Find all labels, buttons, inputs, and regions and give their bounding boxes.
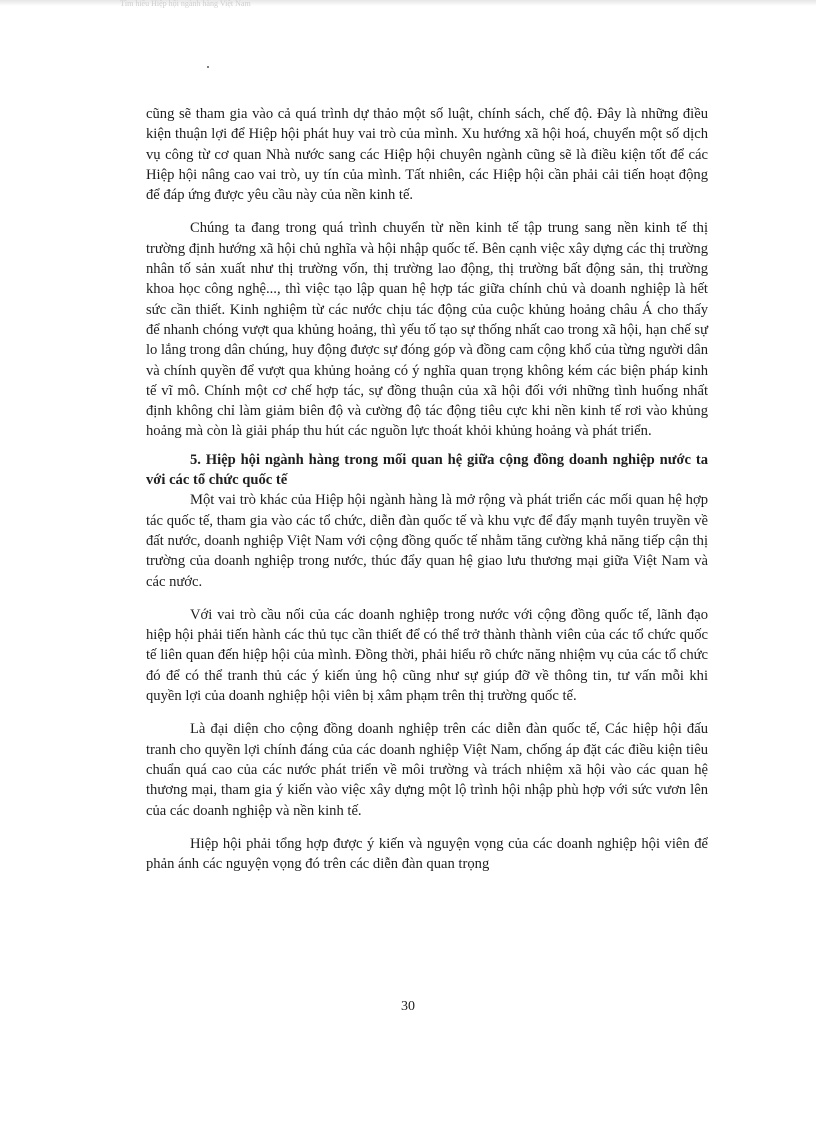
paragraph-bridge-role: Với vai trò cầu nối của các doanh nghiệp trong nước với cộng đồng quốc tế, lãnh đạo hiệp hội phải tiến hành các thủ tục cần thiết để có thể trở thành thành viên của các tổ chức quốc tế liên quan đến hiệp hội của mình. Đồng thời, phải hiểu rõ chức năng nhiệm vụ của các tổ chức đó để có thể tranh thủ các ý kiến ủng hộ cũng như sự giúp đỡ về thông tin, tư vấn mỗi khi quyền lợi của doanh nghiệp hội viên bị xâm phạm trên thị trường quốc tế. (146, 606, 708, 705)
paragraph-economy-transition: Chúng ta đang trong quá trình chuyển từ nền kinh tế tập trung sang nền kinh tế thị trường định hướng xã hội chủ nghĩa và hội nhập quốc tế. Bên cạnh việc xây dựng các thị trường nhân tố sản xuất như thị trường vốn, thị trường lao động, thị trường bất động sản, thị trường khoa học công nghệ..., thì việc tạo lập quan hệ hợp tác giữa chính chủ và doanh nghiệp là hết sức cần thiết. Kinh nghiệm từ các nước chịu tác động của cuộc khủng hoảng châu Á cho thấy để nhanh chóng vượt qua khủng hoảng, thì yếu tố tạo sự thống nhất cao trong xã hội, hạn chế sự lo lắng trong dân chúng, huy động được sự đóng góp và đồng cam cộng khổ của từng người dân và chính quyền để vượt qua khủng hoảng có ý nghĩa quan trọng không kém các biện pháp kinh tế vĩ mô. Chính một cơ chế hợp tác, sự đồng thuận của xã hội đối với những tình huống nhất định không chỉ làm giảm biên độ và cường độ tác động tiêu cực khi nền kinh tế rơi vào khủng hoảng mà còn là giải pháp thu hút các nguồn lực thoát khỏi khủng hoảng và phát triển. (146, 220, 708, 440)
paragraph-continued: cũng sẽ tham gia vào cả quá trình dự thảo một số luật, chính sách, chế độ. Đây là những điều kiện thuận lợi để Hiệp hội phát huy vai trò của mình. Xu hướng xã hội hoá, chuyển một số dịch vụ công từ cơ quan Nhà nước sang các Hiệp hội chuyên ngành cũng sẽ là điều kiện tốt để các Hiệp hội nâng cao vai trò, uy tín của mình. Tất nhiên, các Hiệp hội cần phải cải tiến hoạt động để đáp ứng được yêu cầu này của nền kinh tế. (146, 106, 708, 204)
running-head: Tìm hiểu Hiệp hội ngành hàng Việt Nam (120, 0, 251, 8)
page-number: 30 (401, 999, 415, 1014)
paragraph-international-role: Một vai trò khác của Hiệp hội ngành hàng là mở rộng và phát triển các mối quan hệ hợp tác quốc tế, tham gia vào các tổ chức, diễn đàn quốc tế và khu vực để đẩy mạnh tuyên truyền về đất nước, doanh nghiệp Việt Nam với cộng đồng quốc tế nhằm tăng cường khả năng tiếp cận thị trường của doanh nghiệp trong nước, thúc đẩy quan hệ giao lưu thương mại giữa Việt Nam và các nước. (146, 492, 708, 590)
section-heading: 5. Hiệp hội ngành hàng trong mối quan hệ giữa cộng đồng doanh nghiệp nước ta với các tổ chức quốc tế (146, 451, 708, 489)
paragraph-member-opinions: Hiệp hội phải tổng hợp được ý kiến và nguyện vọng của các doanh nghiệp hội viên để phản ánh các nguyện vọng đó trên các diễn đàn quan trọng (146, 835, 708, 873)
body-text (146, 104, 708, 874)
speck-mark (207, 66, 209, 68)
paragraph-representation: Là đại diện cho cộng đồng doanh nghiệp trên các diễn đàn quốc tế, Các hiệp hội đấu tranh cho quyền lợi chính đáng của các doanh nghiệp Việt Nam, chống áp đặt các điều kiện tiêu chuẩn quá cao của các nước phát triển về môi trường và trách nhiệm xã hội vào các quan hệ thương mại, tham gia ý kiến vào việc xây dựng một lộ trình hội nhập phù hợp với sức vươn lên của các doanh nghiệp và nền kinh tế. (146, 721, 708, 819)
